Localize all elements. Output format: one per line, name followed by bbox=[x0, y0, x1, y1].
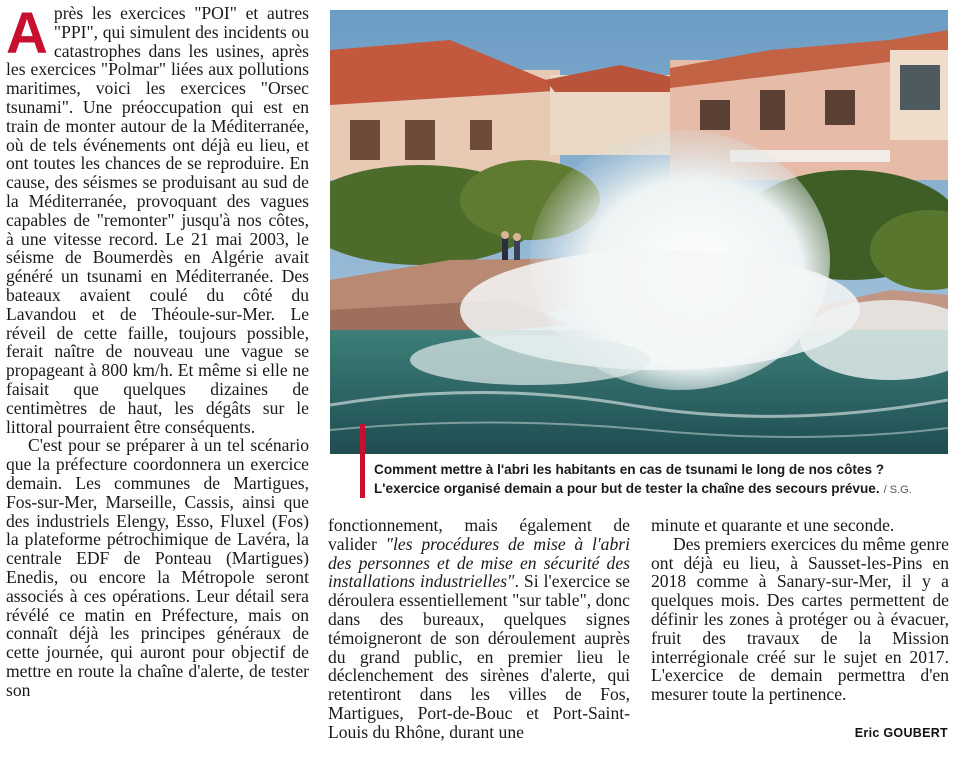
quote: "les procédures de mise à l'abri des personnes et de mise en sécurité des installations industrielles" bbox=[328, 533, 630, 592]
drop-cap: A bbox=[6, 1, 48, 66]
lead-text: près les exercices "POI" et autres "PPI", qui simulent des incidents ou catastrophes dans les usines, après les exercices "Polmar" liées aux pollutions maritimes, voici les exercices "Orsec tsunami". Une préoccupation qui est en train de monter autour de la Méditerranée, où de tels événements ont déjà eu lieu, et ont toutes les chances de se reproduire. En cause, des séismes se produisant au sud de la Méditerranée, provoquant des vagues capables de "remonter" jusqu'à nos côtes, à une vitesse record. Le 21 mai 2003, le séisme de Boumerdès en Algérie avait généré un tsunami en Méditerranée. Des bateaux avaient coulé du côté du Lavandou et de Théoule-sur-Mer. Le réveil de cette faille, toujours possible, ferait naître de nouveau une vague se propageant à 800 km/h. Et même si elle ne faisait que quelques dizaines de centimètres de haut, les dégâts sur le littoral pourraient être conséquents. bbox=[6, 3, 309, 437]
photo-caption bbox=[360, 460, 964, 500]
article-column-2 bbox=[328, 516, 630, 742]
lead-paragraph bbox=[6, 1, 309, 437]
paragraph-5: Des premiers exercices du même genre ont déjà eu lieu, à Sausset-les-Pins en 2018 comme à Sanary-sur-Mer, il y a quelques mois. Des cartes permettent de définir les zones à protéger ou à évacuer, fruit des travaux de la Mission interrégionale créé sur le sujet en 2017. L'exercice de demain permettra d'en mesurer toute la pertinence. bbox=[651, 533, 949, 705]
paragraph-4: minute et quarante et une seconde. bbox=[651, 515, 895, 535]
paragraph-3 bbox=[328, 516, 630, 742]
article-column-1 bbox=[6, 1, 309, 700]
article-column-3 bbox=[651, 516, 949, 704]
photo-illustration bbox=[330, 10, 948, 454]
caption-line-1: Comment mettre à l'abri les habitants en cas de tsunami le long de nos côtes ? bbox=[374, 462, 885, 477]
caption-line-2 bbox=[374, 479, 964, 500]
paragraph-3-text: fonctionnement, mais également de valider bbox=[328, 515, 630, 554]
paragraph-2: C'est pour se préparer à un tel scénario que la préfecture coordonnera un exercice demain. Les communes de Martigues, Fos-sur-Mer, Marseille, Cassis, ainsi que des industriels Elengy, Esso, Fluxel (Fos) la plateforme pétrochimique de Lavéra, la centrale EDF de Ponteau (Martigues) Enedis, ou encore la Métropole seront associés à ces opérations. Leur détail sera révélé ce matin en Préfecture, mais on connaît déjà les principes généraux de cette journée, qui auront pour objectif de mettre en route la chaîne d'alerte, de tester son bbox=[6, 435, 309, 700]
author-byline: Eric GOUBERT bbox=[854, 726, 948, 740]
photo-credit: / S.G. bbox=[883, 484, 912, 496]
paragraph-3-text-end: . Si l'exercice se déroulera essentiellement "sur table", donc dans des bureaux, quelques signes témoigneront de son déroulement auprès du grand public, en premier lieu le déclenchement des sirènes d'alerte, qui retentiront dans les villes de Fos, Martigues, Port-de-Bouc et Port-Saint-Louis du Rhône, durant une bbox=[328, 571, 630, 742]
tsunami-photo bbox=[330, 10, 948, 454]
caption-accent-bar bbox=[360, 424, 365, 498]
caption-line-2-text: L'exercice organisé demain a pour but de tester la chaîne des secours prévue. bbox=[374, 481, 880, 496]
